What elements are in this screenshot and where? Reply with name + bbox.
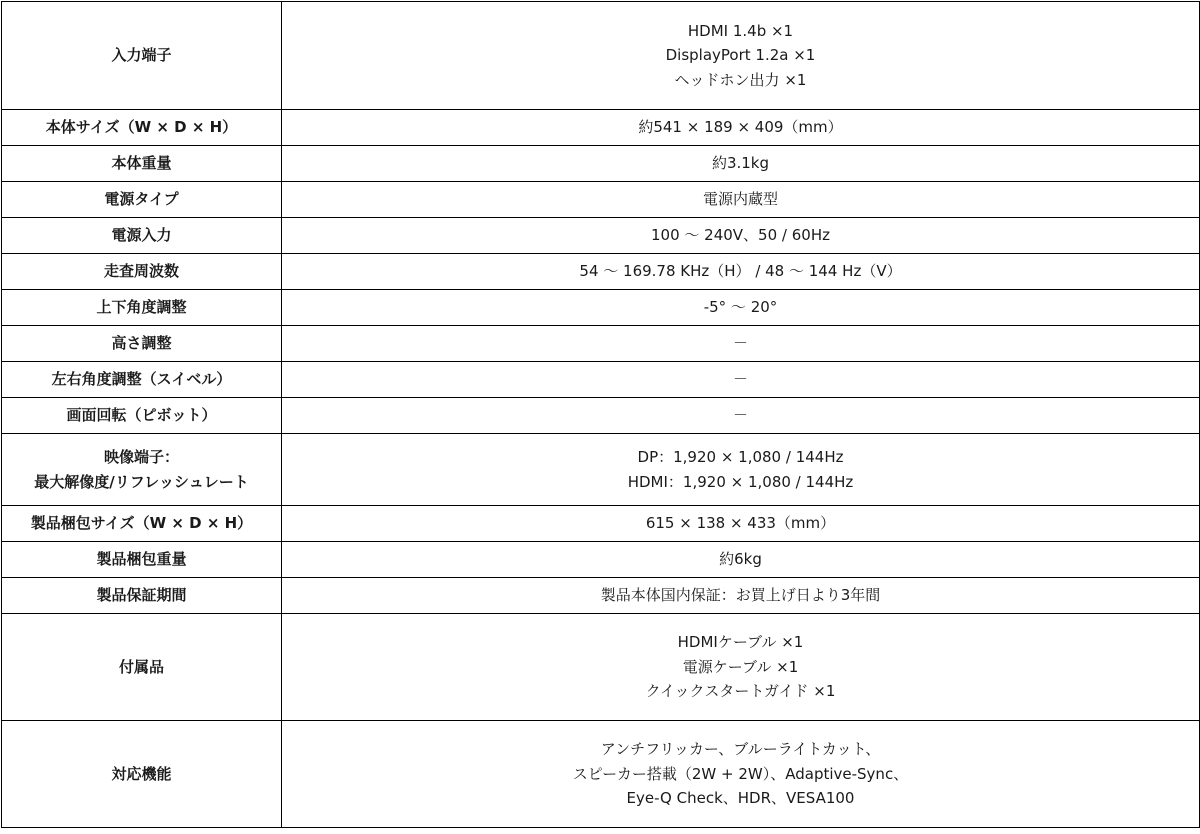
label-line: 電源タイプ	[104, 190, 179, 209]
row-label	[2, 182, 282, 218]
value-line: HDMI：1,920 × 1,080 / 144Hz	[627, 472, 854, 491]
row-label	[2, 614, 282, 721]
table-row	[2, 218, 1200, 254]
label-line: 画面回転（ピボット）	[66, 406, 217, 425]
label-line: 製品保証期間	[96, 586, 187, 605]
value-line: クイックスタートガイド ×1	[645, 682, 836, 701]
value-line: 約6kg	[719, 550, 762, 569]
table-row	[2, 326, 1200, 362]
row-value	[282, 362, 1200, 398]
row-value	[282, 218, 1200, 254]
table-row	[2, 434, 1200, 506]
value-line: －	[732, 406, 748, 425]
row-value	[282, 721, 1200, 828]
label-line: 付属品	[118, 657, 164, 676]
label-line: 対応機能	[111, 764, 172, 783]
value-line: 電源内蔵型	[702, 190, 778, 209]
value-line: Eye-Q Check、HDR、VESA100	[626, 789, 855, 808]
value-line: 100 ～ 240V、50 / 60Hz	[651, 226, 830, 245]
value-line: DisplayPort 1.2a ×1	[665, 46, 816, 65]
label-line: 電源入力	[111, 226, 172, 245]
value-line: 54 ～ 169.78 KHz（H） / 48 ～ 144 Hz（V）	[579, 262, 902, 281]
row-label	[2, 542, 282, 578]
label-line: 高さ調整	[111, 334, 172, 353]
label-line: 映像端子：	[103, 448, 179, 466]
row-label	[2, 398, 282, 434]
label-line: 上下角度調整	[96, 298, 187, 317]
value-line: 615 × 138 × 433（mm）	[645, 514, 836, 533]
table-row	[2, 362, 1200, 398]
value-line: アンチフリッカー、ブルーライトカット、	[600, 740, 881, 759]
table-row	[2, 578, 1200, 614]
label-line: 製品梱包重量	[96, 550, 187, 569]
value-line: －	[732, 370, 748, 389]
row-value	[282, 578, 1200, 614]
table-row	[2, 110, 1200, 146]
label-line: 左右角度調整（スイベル）	[51, 370, 232, 389]
value-line: DP：1,920 × 1,080 / 144Hz	[637, 448, 844, 466]
row-label	[2, 326, 282, 362]
table-row	[2, 398, 1200, 434]
label-line: 本体重量	[111, 154, 172, 173]
row-value	[282, 182, 1200, 218]
row-label	[2, 506, 282, 542]
row-value	[282, 290, 1200, 326]
row-label	[2, 434, 282, 506]
value-line: 約3.1kg	[711, 154, 770, 173]
table-row	[2, 721, 1200, 828]
value-line: HDMI 1.4b ×1	[687, 21, 794, 40]
value-line: 製品本体国内保証：お買上げ日より3年間	[600, 586, 881, 605]
row-value	[282, 506, 1200, 542]
label-line: 走査周波数	[103, 262, 179, 281]
row-value	[282, 614, 1200, 721]
row-label	[2, 110, 282, 146]
spec-table	[1, 1, 1200, 828]
value-line: 電源ケーブル ×1	[682, 657, 799, 676]
row-value	[282, 326, 1200, 362]
value-line: -5° ～ 20°	[703, 298, 778, 317]
row-label	[2, 290, 282, 326]
row-label	[2, 362, 282, 398]
row-value	[282, 542, 1200, 578]
label-line: 最大解像度/リフレッシュレート	[34, 472, 249, 491]
table-row	[2, 542, 1200, 578]
value-line: スピーカー搭載（2W + 2W）、Adaptive-Sync、	[572, 764, 909, 783]
row-value	[282, 2, 1200, 110]
table-row	[2, 254, 1200, 290]
value-line: ヘッドホン出力 ×1	[674, 70, 807, 89]
table-row	[2, 290, 1200, 326]
row-label	[2, 2, 282, 110]
table-row	[2, 506, 1200, 542]
label-line: 入力端子	[111, 46, 172, 65]
spec-table-body	[2, 2, 1200, 828]
table-row	[2, 146, 1200, 182]
value-line: －	[732, 334, 748, 353]
row-value	[282, 434, 1200, 506]
row-label	[2, 218, 282, 254]
value-line: 約541 × 189 × 409（mm）	[638, 118, 843, 137]
row-value	[282, 146, 1200, 182]
label-line: 製品梱包サイズ（W × D × H）	[30, 514, 253, 533]
table-row	[2, 2, 1200, 110]
row-label	[2, 254, 282, 290]
label-line: 本体サイズ（W × D × H）	[45, 118, 238, 137]
row-label	[2, 578, 282, 614]
row-value	[282, 398, 1200, 434]
row-label	[2, 721, 282, 828]
row-value	[282, 110, 1200, 146]
table-row	[2, 182, 1200, 218]
table-row	[2, 614, 1200, 721]
row-value	[282, 254, 1200, 290]
value-line: HDMIケーブル ×1	[677, 633, 804, 652]
row-label	[2, 146, 282, 182]
